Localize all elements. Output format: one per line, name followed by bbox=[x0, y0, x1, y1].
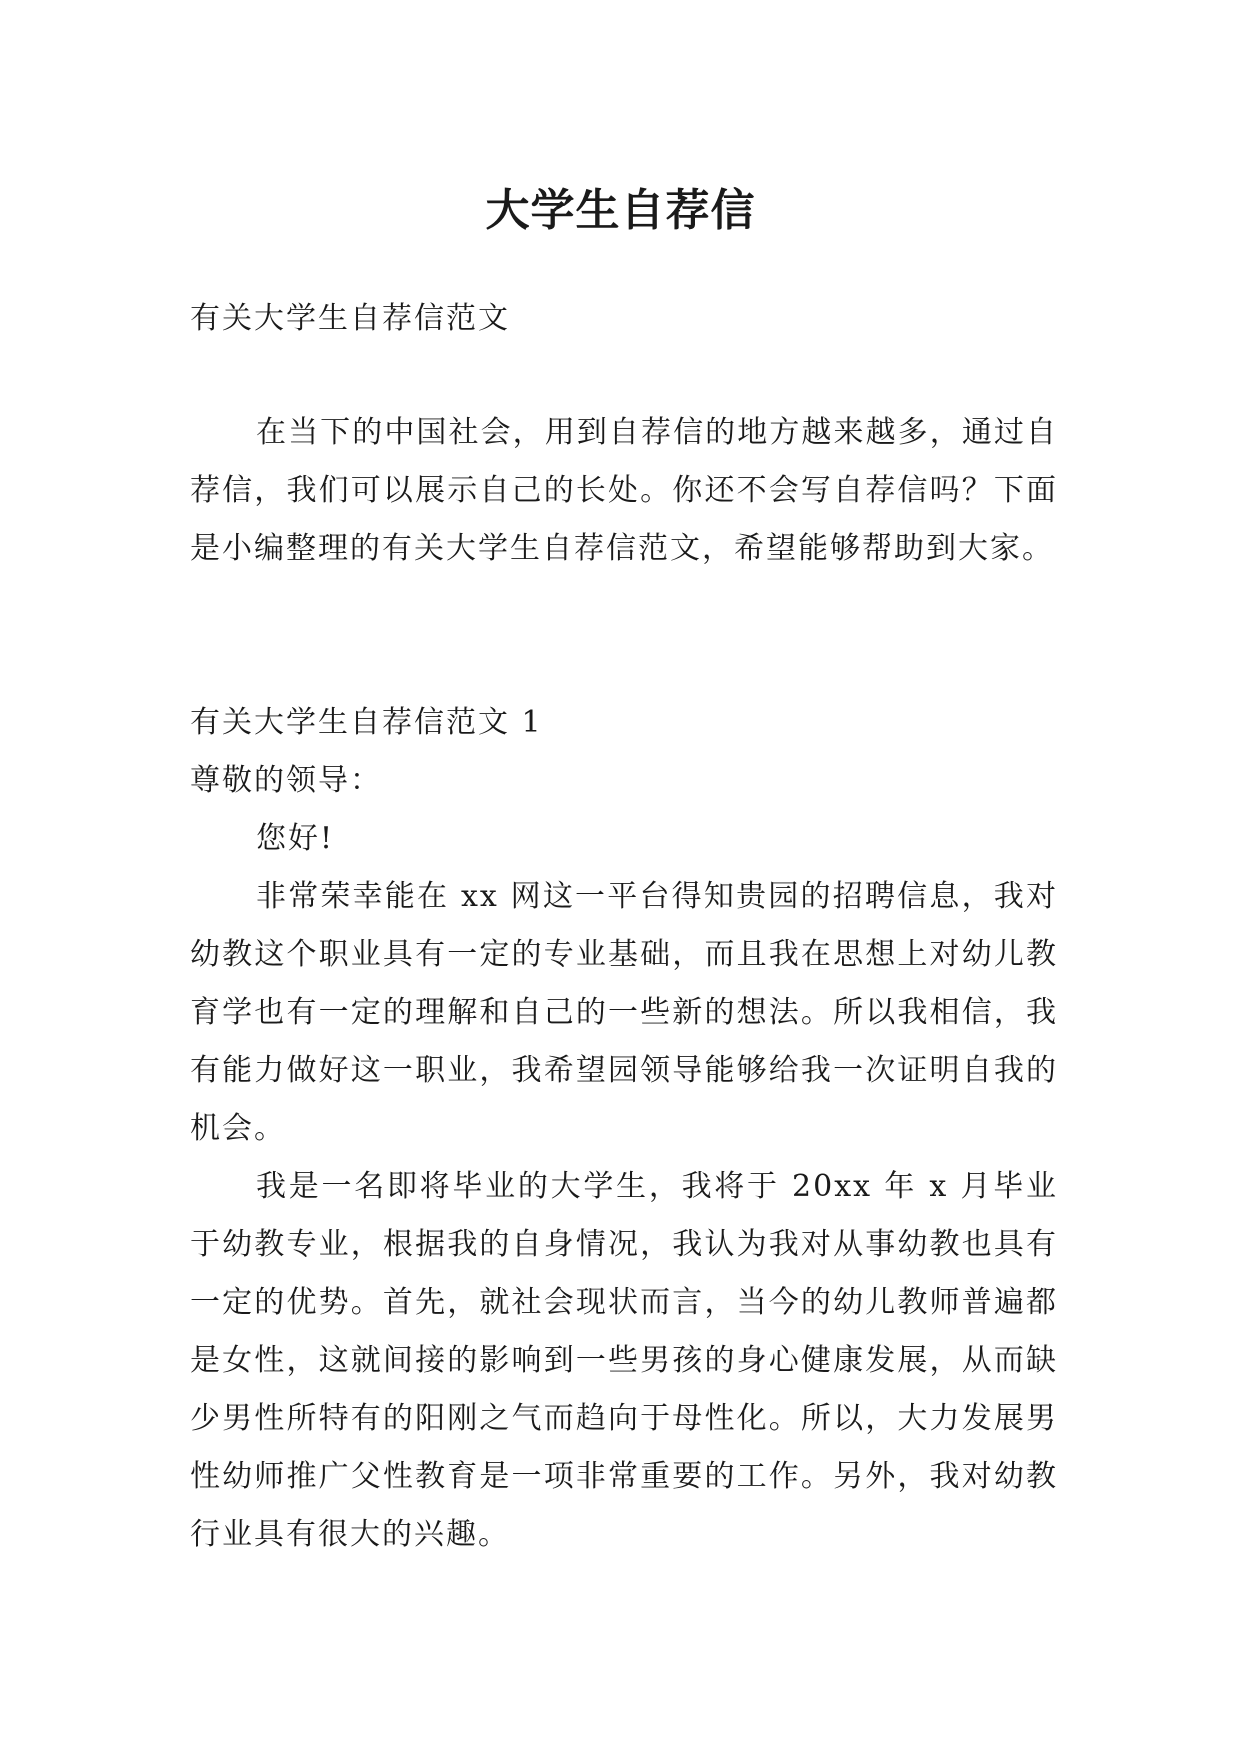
document-subtitle: 有关大学生自荐信范文 bbox=[190, 301, 510, 336]
greeting: 您好! bbox=[256, 821, 335, 856]
section-heading: 有关大学生自荐信范文 1 bbox=[190, 705, 543, 740]
intro-paragraph: 在当下的中国社会，用到自荐信的地方越来越多，通过自荐信，我们可以展示自己的长处。你还不会写自荐信吗？下面是小编整理的有关大学生自荐信范文，希望能够帮助到大家。 bbox=[190, 415, 1058, 566]
body-paragraph: 我是一名即将毕业的大学生，我将于 20xx 年 x 月毕业于幼教专业，根据我的自身情况，我认为我对从事幼教也具有一定的优势。首先，就社会现状而言，当今的幼儿教师普遍都是女性，这就间接的影响到一些男孩的身心健康发展，从而缺少男性所特有的阳刚之气而趋向于母性化。所以，大力发展男性幼师推广父性教育是一项非常重要的工作。另外，我对幼教行业具有很大的兴趣。 bbox=[190, 1169, 1058, 1552]
body-paragraph: 非常荣幸能在 xx 网这一平台得知贵园的招聘信息，我对幼教这个职业具有一定的专业基础，而且我在思想上对幼儿教育学也有一定的理解和自己的一些新的想法。所以我相信，我有能力做好这一职业，我希望园领导能够给我一次证明自我的机会。 bbox=[190, 879, 1058, 1146]
document-title: 大学生自荐信 bbox=[485, 185, 756, 237]
salutation: 尊敬的领导： bbox=[190, 763, 382, 798]
